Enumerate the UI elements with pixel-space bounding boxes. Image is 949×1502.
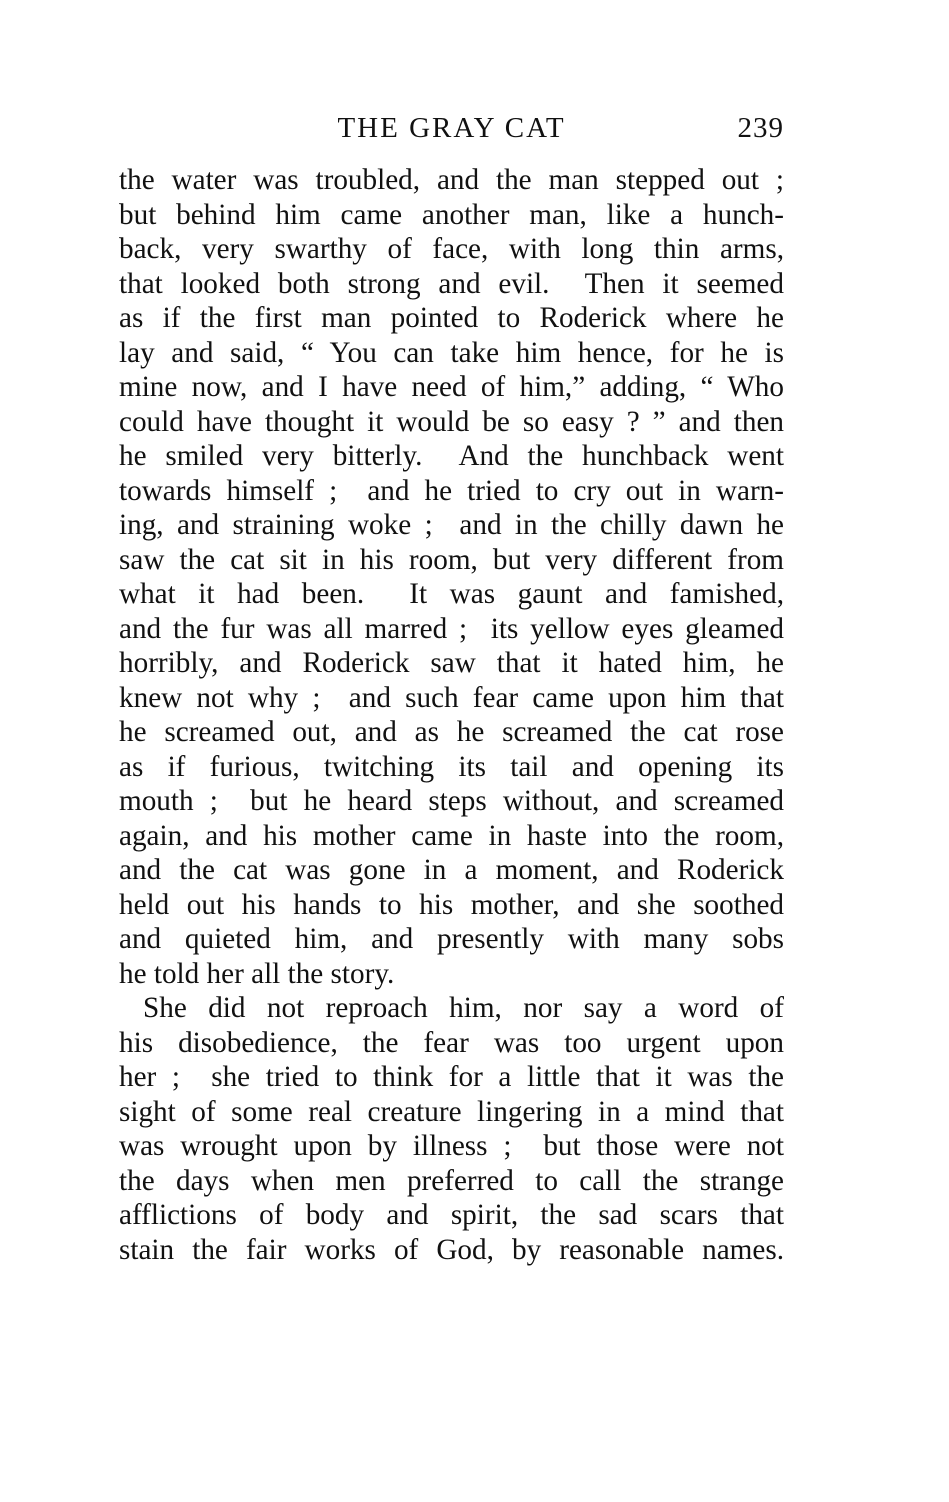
text-line: and quieted him, and presently with many sobs bbox=[119, 923, 784, 955]
text-line: mouth ; but he heard steps without, and screamed bbox=[119, 785, 784, 817]
text-line: ing, and straining woke ; and in the chilly dawn he bbox=[119, 509, 784, 541]
text-line: he told her all the story. bbox=[119, 957, 395, 990]
text-line: She did not reproach him, nor say a word of bbox=[143, 992, 784, 1024]
text-line: the days when men preferred to call the strange bbox=[119, 1164, 784, 1197]
body-text bbox=[119, 163, 784, 1267]
text-line: that looked both strong and evil. Then it seemed bbox=[119, 267, 784, 300]
text-line: he screamed out, and as he screamed the cat rose bbox=[119, 716, 784, 748]
text-line: his disobedience, the fear was too urgent upon bbox=[119, 1026, 784, 1059]
text-line: afflictions of body and spirit, the sad scars that bbox=[119, 1199, 784, 1231]
text-line: held out his hands to his mother, and she soothed bbox=[119, 888, 784, 921]
paragraph bbox=[119, 991, 784, 1267]
text-line: her ; she tried to think for a little that it was the bbox=[119, 1061, 784, 1093]
text-line: and the cat was gone in a moment, and Roderick bbox=[119, 854, 784, 886]
text-line: as if the first man pointed to Roderick where he bbox=[119, 302, 784, 334]
running-title: THE GRAY CAT bbox=[337, 112, 566, 144]
text-line: lay and said, “ You can take him hence, for he is bbox=[119, 336, 784, 369]
text-line: mine now, and I have need of him,” adding, “ Who bbox=[119, 371, 784, 403]
page-number: 239 bbox=[737, 112, 784, 144]
text-line: was wrought upon by illness ; but those were not bbox=[119, 1130, 784, 1162]
text-line: but behind him came another man, like a hunch- bbox=[119, 198, 784, 231]
text-line: he smiled very bitterly. And the hunchback went bbox=[119, 440, 784, 472]
text-line: stain the fair works of God, by reasonable names. bbox=[119, 1233, 784, 1266]
running-head bbox=[119, 110, 784, 150]
text-line: the water was troubled, and the man stepped out ; bbox=[119, 164, 784, 196]
text-line: knew not why ; and such fear came upon him that bbox=[119, 681, 784, 714]
text-line: towards himself ; and he tried to cry out in warn- bbox=[119, 474, 784, 507]
text-line: horribly, and Roderick saw that it hated him, he bbox=[119, 647, 784, 679]
text-line: again, and his mother came in haste into the room, bbox=[119, 819, 784, 852]
text-line: saw the cat sit in his room, but very different from bbox=[119, 543, 784, 576]
text-line: what it had been. It was gaunt and famished, bbox=[119, 578, 784, 610]
paragraph bbox=[119, 163, 784, 991]
text-line: as if furious, twitching its tail and opening its bbox=[119, 750, 784, 783]
text-line: back, very swarthy of face, with long thin arms, bbox=[119, 233, 784, 265]
text-line: could have thought it would be so easy ? ” and then bbox=[119, 405, 784, 438]
text-line: sight of some real creature lingering in a mind that bbox=[119, 1095, 784, 1128]
text-line: and the fur was all marred ; its yellow eyes gleamed bbox=[119, 612, 784, 645]
